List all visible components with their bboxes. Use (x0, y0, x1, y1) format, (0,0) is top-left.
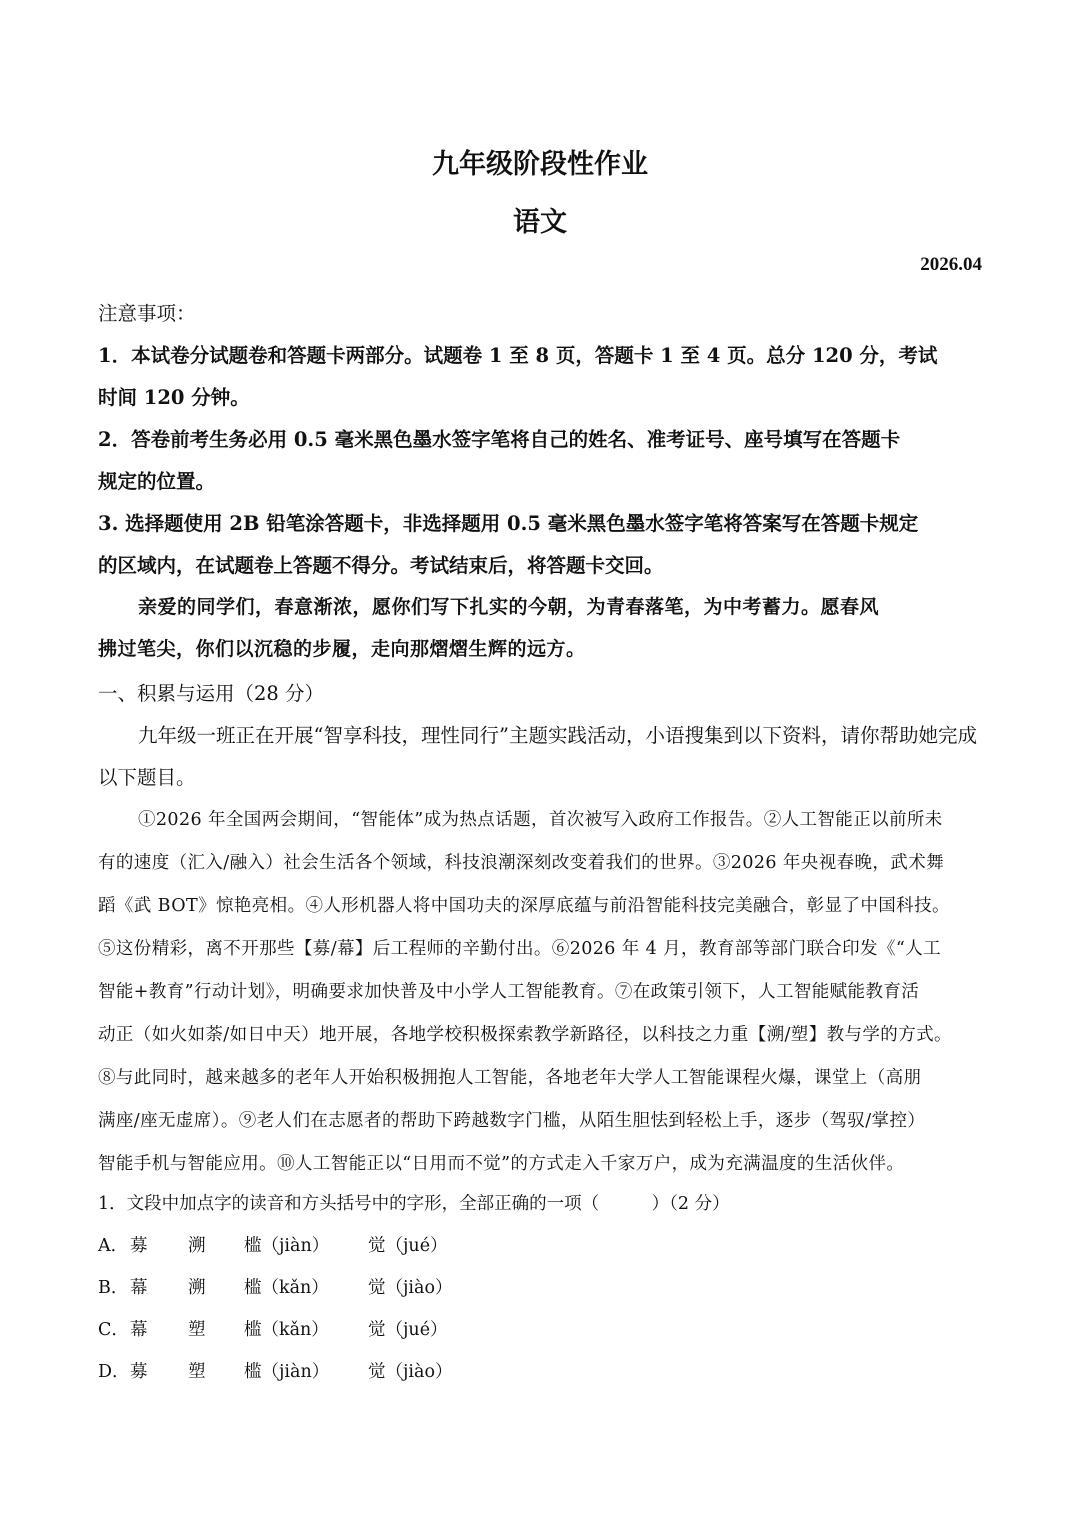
option-text: 塑 (188, 1362, 206, 1382)
notice-line: 规定的位置。 (98, 470, 216, 493)
passage-line: 蹈《武 BOT》惊艳亮相。④人形机器人将中国功夫的深厚底蕴与前沿智能科技完美融合，彰显了中国科技。 (98, 896, 950, 916)
greeting-line: 拂过笔尖，你们以沉稳的步履，走向那熠熠生辉的远方。 (98, 638, 586, 660)
passage-line: 动正（如火如荼/如日中天）地开展，各地学校积极探索教学新路径，以科技之力重【溯/塑】教与学的方式。 (98, 1025, 952, 1045)
option-label: A． (98, 1236, 129, 1256)
passage-line: ⑤这份精彩，离不开那些【募/幕】后工程师的辛勤付出。⑥2026 年 4 月，教育部等部门联合印发《“人工 (98, 939, 941, 959)
option-text: 幕 (130, 1278, 148, 1298)
option-text: 溯 (188, 1236, 206, 1256)
passage-line: ⑧与此同时，越来越多的老年人开始积极拥抱人工智能，各地老年大学人工智能课程火爆，课堂上（高朋 (98, 1068, 922, 1088)
option-text: 觉（jué） (368, 1320, 448, 1340)
notice-line: 2．答卷前考生务必用 0.5 毫米黑色墨水签字笔将自己的姓名、准考证号、座号填写在答题卡 (98, 428, 901, 451)
option-label: C． (98, 1320, 129, 1340)
option-label: D． (98, 1362, 130, 1382)
notice-heading: 注意事项： (98, 302, 196, 325)
notice-line: 的区域内，在试题卷上答题不得分。考试结束后，将答题卡交回。 (98, 554, 664, 577)
notice-line: 1．本试卷分试题卷和答题卡两部分。试题卷 1 至 8 页，答题卡 1 至 4 页。总分 120 分，考试 (98, 344, 938, 367)
option-text: 觉（jiào） (368, 1278, 453, 1298)
option-text: 溯 (188, 1278, 206, 1298)
option-text: 槛（jiàn） (244, 1236, 330, 1256)
passage-line: 满座/座无虚席）。⑨老人们在志愿者的帮助下跨越数字门槛，从陌生胆怯到轻松上手，逐步（驾驭/掌控） (98, 1111, 926, 1131)
option-text: 塑 (188, 1320, 206, 1340)
subject-title: 语文 (513, 207, 567, 238)
option-text: 槛（kǎn） (244, 1278, 329, 1298)
exam-title: 九年级阶段性作业 (432, 149, 648, 180)
option-text: 觉（jiào） (368, 1362, 453, 1382)
option-label: B． (98, 1278, 129, 1298)
section-intro: 九年级一班正在开展“智享科技，理性同行”主题实践活动，小语搜集到以下资料，请你帮助她完成 (138, 724, 977, 747)
notice-line: 3. 选择题使用 2B 铅笔涂答题卡，非选择题用 0.5 毫米黑色墨水签字笔将答案写在答题卡规定 (98, 512, 919, 535)
passage-line: 智能手机与智能应用。⑩人工智能正以“日用而不觉”的方式走入千家万户，成为充满温度的生活伙伴。 (98, 1154, 905, 1174)
exam-date: 2026.04 (920, 254, 982, 275)
question-stem: 1．文段中加点字的读音和方头括号中的字形，全部正确的一项（ ）（2 分） (98, 1194, 730, 1214)
option-text: 募 (130, 1236, 148, 1256)
notice-line: 时间 120 分钟。 (98, 386, 250, 409)
section-intro: 以下题目。 (98, 766, 196, 789)
option-text: 觉（jué） (368, 1236, 448, 1256)
section-heading: 一、积累与运用（28 分） (98, 682, 325, 705)
passage-line: ①2026 年全国两会期间，“智能体”成为热点话题，首次被写入政府工作报告。②人工智能正以前所未 (138, 810, 943, 830)
passage-line: 智能+教育”行动计划》，明确要求加快普及中小学人工智能教育。⑦在政策引领下，人工智能赋能教育活 (98, 982, 920, 1002)
passage-line: 有的速度（汇入/融入）社会生活各个领域，科技浪潮深刻改变着我们的世界。③2026 年央视春晚，武术舞 (98, 853, 944, 873)
option-text: 槛（kǎn） (244, 1320, 329, 1340)
option-text: 募 (130, 1362, 148, 1382)
greeting-line: 亲爱的同学们，春意渐浓，愿你们写下扎实的今朝，为青春落笔，为中考蓄力。愿春风 (138, 596, 880, 618)
option-text: 幕 (130, 1320, 148, 1340)
option-text: 槛（jiàn） (244, 1362, 330, 1382)
